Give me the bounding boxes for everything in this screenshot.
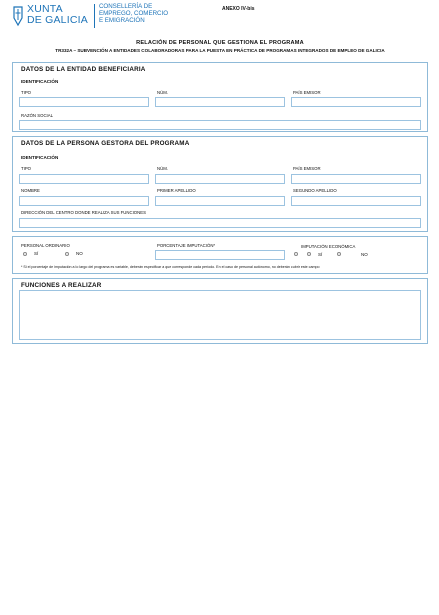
- staff-section: [12, 236, 428, 274]
- percent-label: PORCENTAJE IMPUTACIÓN*: [157, 243, 216, 248]
- functions-section-title: FUNCIONES A REALIZAR: [21, 282, 102, 289]
- xunta-logo: [12, 4, 168, 28]
- manager-section: [12, 136, 428, 232]
- logo-text: [27, 4, 88, 25]
- entity-section-title: DATOS DE LA ENTIDAD BENEFICIARIA: [21, 66, 146, 73]
- entity-section: [12, 62, 428, 132]
- logo-line-2: DE GALICIA: [27, 13, 88, 26]
- ordinary-staff-label: PERSONAL ORDINARIO: [21, 243, 70, 248]
- center-address-label: DIRECCIÓN DEL CENTRO DONDE REALIZA SUS FUNCIONES: [21, 210, 146, 215]
- manager-surname2-label: SEGUNDO APELLIDO: [293, 188, 337, 193]
- economic-yes-label: SÍ: [318, 252, 323, 257]
- document-title: RELACIÓN DE PERSONAL QUE GESTIONA EL PROGRAMA: [136, 40, 304, 46]
- logo-divider: [94, 4, 95, 28]
- ordinary-no-radio[interactable]: [65, 252, 69, 256]
- entity-num-field[interactable]: [155, 97, 285, 107]
- annex-code: ANEXO IV-bis: [222, 6, 255, 12]
- manager-country-label: PAÍS EMISOR: [293, 166, 321, 171]
- economic-empty-radio[interactable]: [294, 252, 298, 256]
- manager-num-field[interactable]: [155, 174, 285, 184]
- entity-identification-heading: IDENTIFICACIÓN: [21, 79, 59, 84]
- logo-line-1: XUNTA: [27, 3, 63, 15]
- manager-name-field[interactable]: [19, 196, 149, 206]
- entity-num-label: NÚM.: [157, 90, 168, 95]
- dept-line-3: E EMIGRACIÓN: [98, 16, 145, 24]
- manager-surname2-field[interactable]: [291, 196, 421, 206]
- department-name: [99, 4, 168, 24]
- xunta-crest-icon: [12, 5, 24, 27]
- entity-country-label: PAÍS EMISOR: [293, 90, 321, 95]
- document-subtitle: TR332A – SUBVENCIÓN A ENTIDADES COLABORADORAS PARA LA PUESTA EN PRÁCTICA DE PROGRAMAS INTEGRADOS DE EMPLEO DE GALICIA: [55, 48, 385, 53]
- page-header: [12, 4, 428, 34]
- dept-line-1: CONSELLERÍA DE: [98, 3, 153, 10]
- business-name-field[interactable]: [19, 120, 421, 130]
- document-titles: [12, 40, 428, 53]
- ordinary-yes-radio[interactable]: [23, 252, 27, 256]
- functions-textarea[interactable]: [19, 290, 421, 340]
- manager-surname1-field[interactable]: [155, 196, 285, 206]
- percent-field[interactable]: [155, 250, 285, 260]
- manager-country-field[interactable]: [291, 174, 421, 184]
- economic-imputation-label: IMPUTACIÓN ECONÓMICA: [301, 244, 356, 249]
- manager-type-label: TIPO: [21, 166, 32, 171]
- manager-identification-heading: IDENTIFICACIÓN: [21, 155, 59, 160]
- manager-surname1-label: PRIMER APELLIDO: [157, 188, 196, 193]
- center-address-field[interactable]: [19, 218, 421, 228]
- ordinary-yes-label: SÍ: [34, 251, 39, 256]
- economic-yes-radio[interactable]: [307, 252, 311, 256]
- imputation-footnote: * Si el porcentaje de imputación a lo largo del programa es variable, deberán especificar a que corresponde cada período. En el caso de personal autónomo, no deberán cubrir este campo: [21, 265, 320, 269]
- entity-type-label: TIPO: [21, 90, 32, 95]
- manager-name-label: NOMBRE: [21, 188, 40, 193]
- manager-num-label: NÚM.: [157, 166, 168, 171]
- functions-section: [12, 278, 428, 344]
- business-name-label: RAZÓN SOCIAL: [21, 113, 53, 118]
- manager-section-title: DATOS DE LA PERSONA GESTORA DEL PROGRAMA: [21, 140, 190, 147]
- entity-country-field[interactable]: [291, 97, 421, 107]
- economic-no-radio[interactable]: [337, 252, 341, 256]
- ordinary-no-label: NO: [76, 251, 83, 256]
- economic-no-label: NO: [361, 252, 368, 257]
- dept-line-2: EMPREGO, COMERCIO: [98, 9, 169, 17]
- entity-type-field[interactable]: [19, 97, 149, 107]
- manager-type-field[interactable]: [19, 174, 149, 184]
